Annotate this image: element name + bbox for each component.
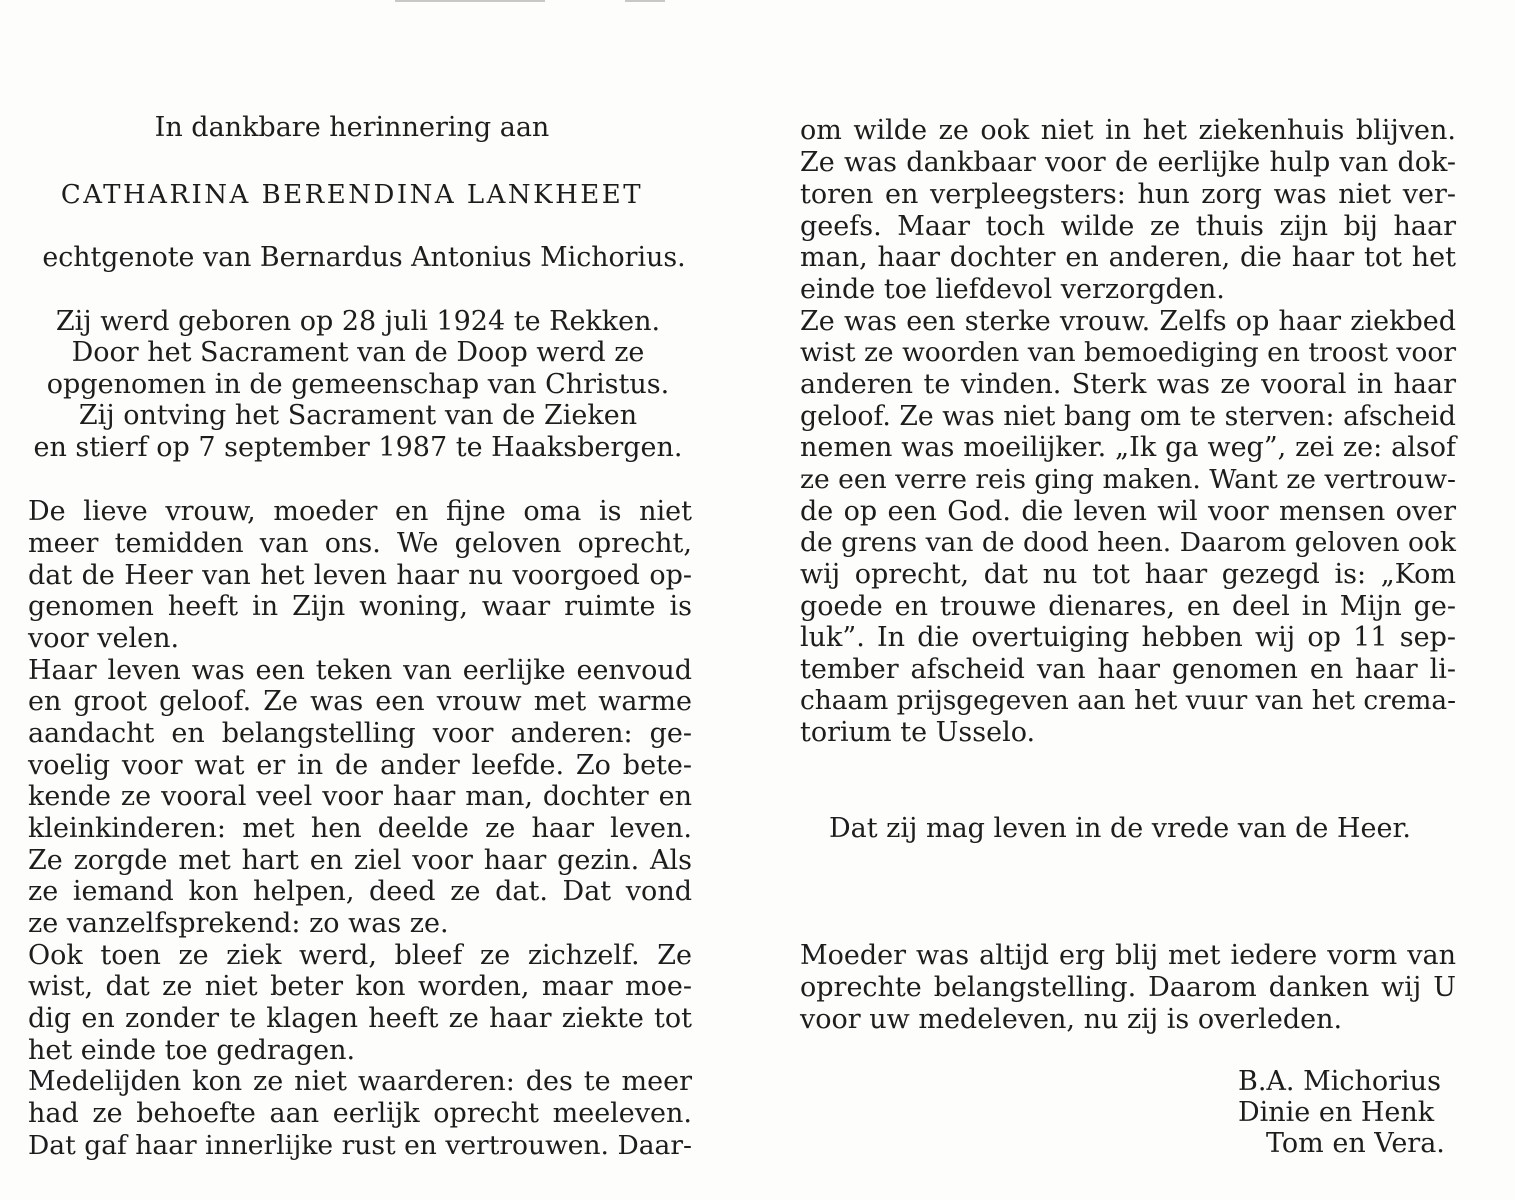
body-line: chaam prijsgegeven aan het vuur van het crema- — [800, 686, 1456, 716]
bio-line: en stierf op 7 september 1987 te Haaksbergen. — [33, 432, 683, 463]
body-line: toren en verpleegsters: hun zorg was niet ver- — [800, 179, 1456, 210]
body-line: wist, dat ze niet beter kon worden, maar moe- — [28, 971, 692, 1002]
body-line: de op een God. die leven wil voor mensen over — [800, 496, 1456, 527]
body-line: man, haar dochter en anderen, die haar tot het — [800, 242, 1456, 273]
signature-line: Dinie en Henk — [1238, 1097, 1435, 1128]
scan-edge-mark — [625, 0, 665, 2]
body-line: luk”. In die overtuiging hebben wij op 11 sep- — [800, 622, 1456, 653]
bio-line: Door het Sacrament van de Doop werd ze — [71, 337, 645, 368]
body-line: einde toe liefdevol verzorgden. — [800, 274, 1225, 305]
body-line: de grens van de dood heen. Daarom geloven ook — [800, 527, 1456, 558]
spouse-line: echtgenote van Bernardus Antonius Michorius. — [42, 242, 686, 273]
body-line: dig en zonder te klagen heeft ze haar ziekte tot — [28, 1003, 692, 1034]
body-line: dat de Heer van het leven haar nu voorgoed op- — [28, 560, 692, 591]
bio-line: Zij ontving het Sacrament van de Zieken — [78, 400, 638, 431]
body-line: ze een verre reis ging maken. Want ze vertrouw- — [800, 464, 1456, 495]
body-line: om wilde ze ook niet in het ziekenhuis blijven. — [800, 115, 1456, 146]
body-line: wij oprecht, dat nu tot haar gezegd is: „Kom — [800, 559, 1456, 590]
body-line: wist ze woorden van bemoediging en troost voor — [800, 337, 1457, 368]
thanks-line: oprechte belangstelling. Daarom danken wij U — [800, 972, 1456, 1003]
body-line: Ze zorgde met hart en ziel voor haar gezin. Als — [28, 845, 692, 876]
body-line: voelig voor wat er in de ander leefde. Zo bete- — [28, 750, 692, 781]
body-line: ze iemand kon helpen, deed ze dat. Dat vond — [28, 876, 692, 907]
bio-line: opgenomen in de gemeenschap van Christus. — [46, 369, 670, 400]
body-line: anderen te vinden. Sterk was ze vooral in haar — [800, 369, 1456, 400]
body-line: en groot geloof. Ze was een vrouw met warme — [28, 686, 692, 717]
body-line: kende ze vooral veel voor haar man, dochter en — [28, 781, 692, 812]
bio-line: Zij werd geboren op 28 juli 1924 te Rekken. — [55, 306, 661, 337]
body-line: Haar leven was een teken van eerlijke eenvoud — [28, 655, 692, 686]
signature-line: Tom en Vera. — [1266, 1128, 1445, 1159]
body-line: tember afscheid van haar genomen en haar li- — [800, 654, 1456, 685]
body-line: Ze was dankbaar voor de eerlijke hulp van dok- — [800, 147, 1456, 178]
body-line: kleinkinderen: met hen deelde ze haar leven. — [28, 813, 692, 844]
body-line: Ze was een sterke vrouw. Zelfs op haar ziekbed — [800, 306, 1456, 337]
heading: In dankbare herinnering aan — [154, 112, 550, 143]
body-line: meer temidden van ons. We geloven oprecht, — [28, 528, 692, 559]
scan-edge-mark — [395, 0, 545, 2]
body-line: het einde toe gedragen. — [28, 1035, 356, 1066]
body-line: had ze behoefte aan eerlijk oprecht meeleven. — [28, 1098, 692, 1129]
body-line: Dat gaf haar innerlijke rust en vertrouwen. Daar- — [28, 1130, 692, 1161]
body-line: voor velen. — [28, 623, 180, 654]
body-line: geloof. Ze was niet bang om te sterven: afscheid — [800, 401, 1456, 432]
body-line: genomen heeft in Zijn woning, waar ruimte is — [28, 591, 692, 622]
body-line: Medelijden kon ze niet waarderen: des te meer — [28, 1066, 692, 1097]
body-line: De lieve vrouw, moeder en fijne oma is niet — [28, 496, 692, 527]
body-line: aandacht en belangstelling voor anderen: ge- — [28, 718, 692, 749]
body-line: nemen was moeilijker. „Ik ga weg”, zei ze: alsof — [800, 432, 1456, 463]
body-line: goede en trouwe dienares, en deel in Mijn ge- — [800, 591, 1456, 622]
body-line: Ook toen ze ziek werd, bleef ze zichzelf. Ze — [28, 940, 692, 971]
deceased-name: CATHARINA BERENDINA LANKHEET — [60, 180, 644, 210]
thanks-line: Moeder was altijd erg blij met iedere vorm van — [800, 940, 1456, 971]
blessing-line: Dat zij mag leven in de vrede van de Heer. — [828, 813, 1411, 844]
body-line: torium te Usselo. — [800, 717, 1036, 748]
body-line: geefs. Maar toch wilde ze thuis zijn bij haar — [800, 211, 1456, 242]
thanks-line: voor uw medeleven, nu zij is overleden. — [800, 1004, 1343, 1035]
signature-line: B.A. Michorius — [1238, 1066, 1441, 1097]
body-line: ze vanzelfsprekend: zo was ze. — [28, 908, 449, 939]
